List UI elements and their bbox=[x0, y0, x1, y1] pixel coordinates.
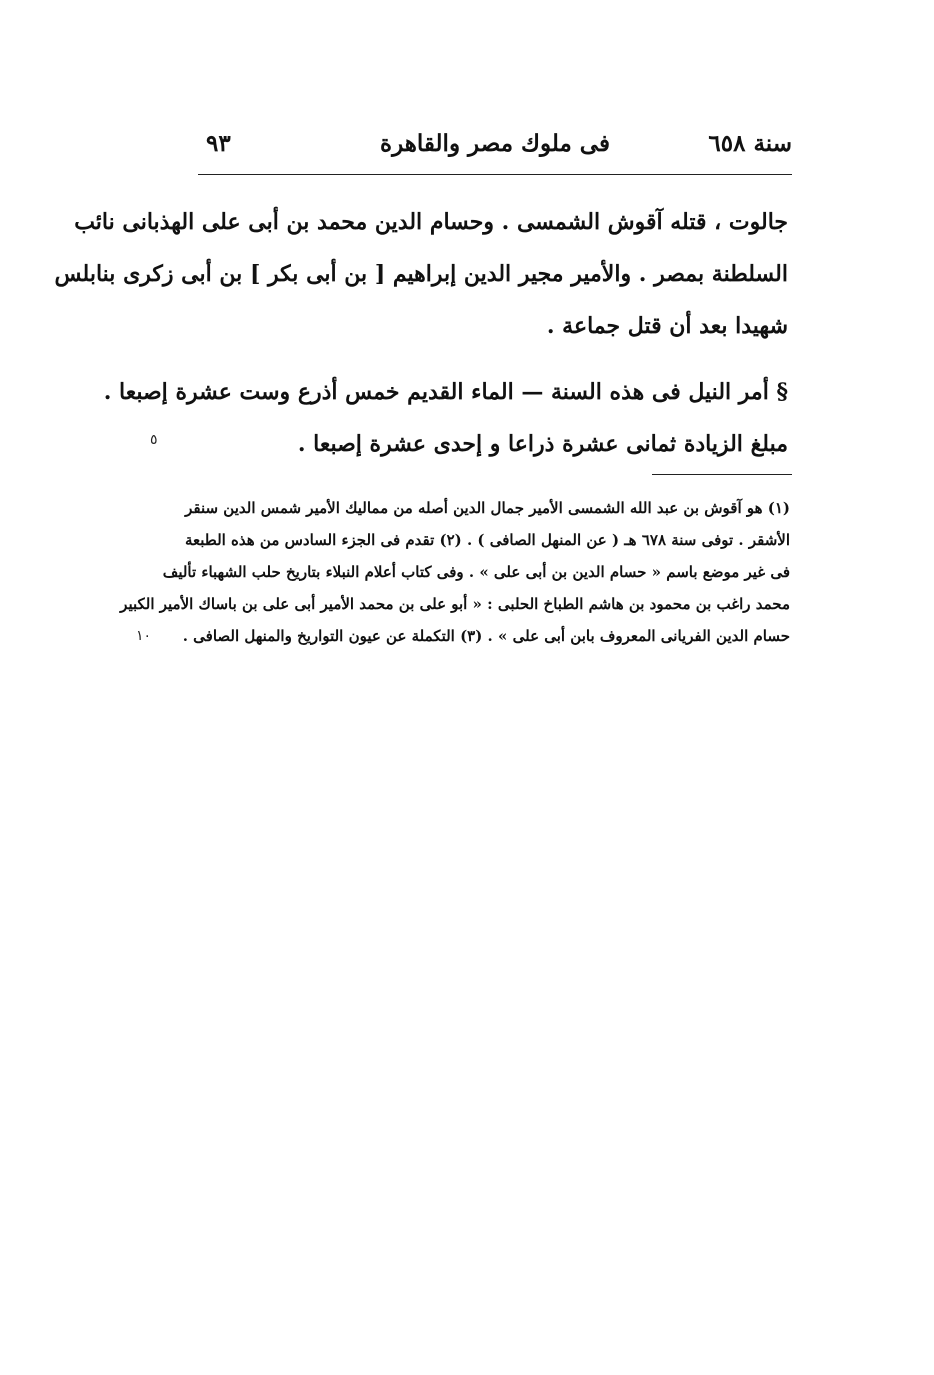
header-year: سنة ٦٥٨ bbox=[708, 130, 792, 157]
margin-line-number-10: ١٠ bbox=[136, 628, 152, 644]
paragraph-1-line-2: السلطنة بمصر . والأمير مجير الدين إبراهيم [ بن أبى بكر ] بن أبى زكرى بنابلس bbox=[54, 261, 788, 287]
paragraph-2-line-1: § أمر النيل فى هذه السنة — الماء القديم خمس أذرع وست عشرة إصبعا . bbox=[103, 379, 788, 405]
footnote-line-3: فى غير موضع باسم « حسام الدين بن أبى على » . وفى كتاب أعلام النبلاء بتاريخ حلب الشهباء تأليف bbox=[162, 563, 790, 581]
footnote-line-4: محمد راغب بن محمود بن هاشم الطباخ الحلبى : « أبو على بن محمد الأمير أبى على بن باساك الأمير الكبير bbox=[120, 595, 790, 613]
main-text bbox=[54, 196, 788, 470]
footnote-line-5: حسام الدين الفريانى المعروف بابن أبى على » . (٣) التكملة عن عيون التواريخ والمنهل الصافى . bbox=[182, 627, 790, 645]
paragraph-2 bbox=[103, 366, 788, 470]
footnote-line-2: الأشقر . توفى سنة ٦٧٨ هـ ( عن المنهل الصافى ) . (٢) تقدم فى الجزء السادس من هذه الطبعة bbox=[184, 531, 790, 549]
paragraph-2-line-2: مبلغ الزيادة ثمانى عشرة ذراعا و إحدى عشرة إصبعا . bbox=[297, 431, 788, 457]
paragraph-1-line-3: شهيدا بعد أن قتل جماعة . bbox=[546, 313, 788, 339]
running-title: فى ملوك مصر والقاهرة bbox=[380, 130, 610, 157]
page-header bbox=[198, 126, 792, 166]
page-number: ٩٣ bbox=[206, 130, 231, 157]
header-rule bbox=[198, 174, 792, 175]
paragraph-1 bbox=[54, 196, 788, 352]
footnote-line-1: (١) هو آقوش بن عبد الله الشمسى الأمير جمال الدين أصله من مماليك الأمير شمس الدين سنقر bbox=[185, 499, 790, 517]
footnote-rule bbox=[652, 474, 792, 475]
paragraph-1-line-1: جالوت ، قتله آقوش الشمسى . وحسام الدين محمد بن أبى على الهذبانى نائب bbox=[74, 209, 788, 235]
margin-line-number-5: ٥ bbox=[150, 432, 158, 448]
